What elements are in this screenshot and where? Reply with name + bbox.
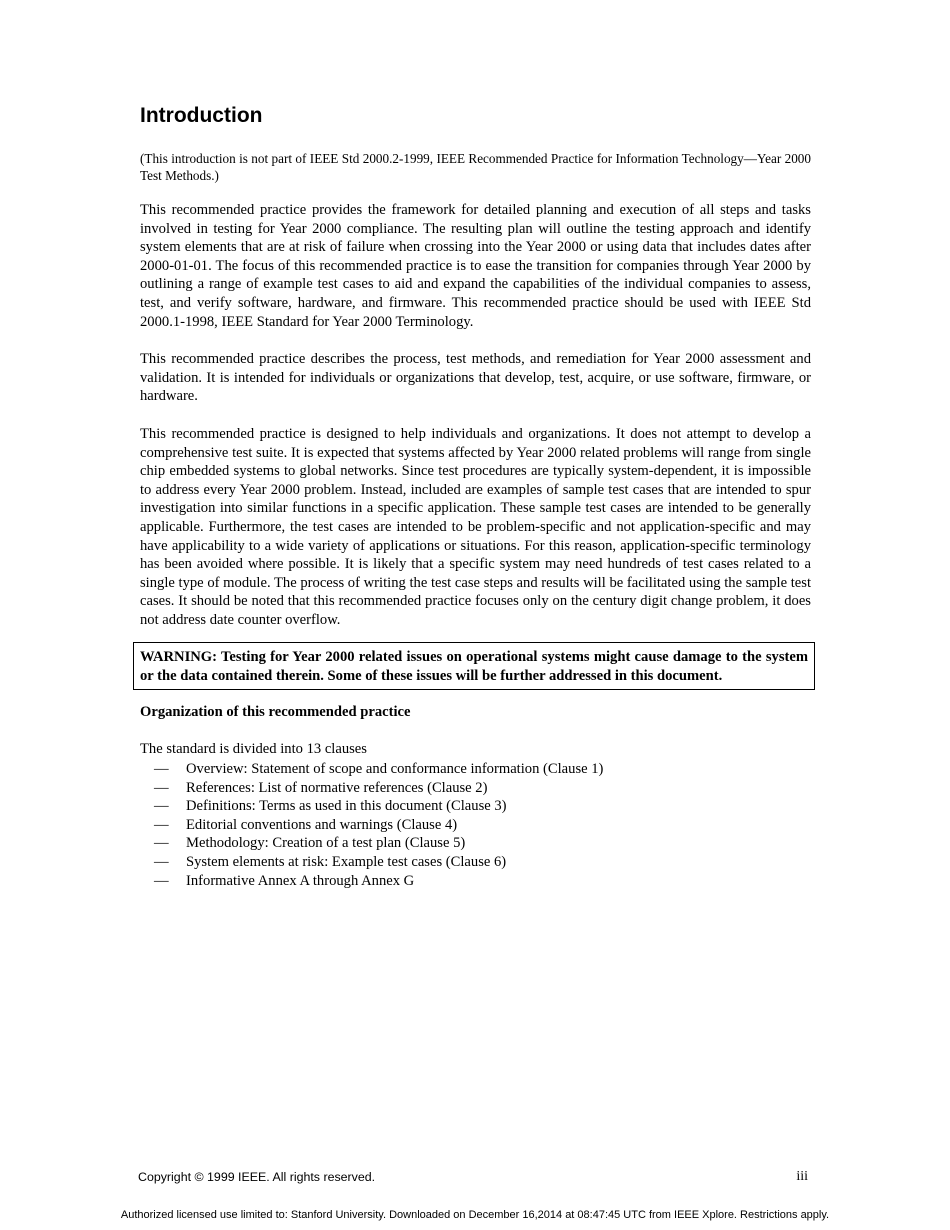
list-item [154, 797, 603, 816]
list-item [154, 853, 603, 872]
list-item [154, 872, 603, 891]
list-item-text: References: List of normative references (Clause 2) [186, 779, 488, 796]
copyright-notice: Copyright © 1999 IEEE. All rights reserved. [138, 1170, 376, 1184]
introduction-note: (This introduction is not part of IEEE Std 2000.2-1999, IEEE Recommended Practice for Information Technology—Year 2000 Test Methods.) [140, 151, 811, 183]
list-item [154, 760, 603, 779]
list-item [154, 779, 603, 798]
license-notice: Authorized licensed use limited to: Stanford University. Downloaded on December 16,2014 at 08:47:45 UTC from IEEE Xplore. Restrictions apply. [120, 1209, 830, 1221]
body-paragraph-2: This recommended practice describes the process, test methods, and remediation for Year 2000 assessment and validation. It is intended for individuals or organizations that develop, test, acquire, or use software, firmware, or hardware. [140, 351, 811, 405]
list-item [154, 834, 603, 853]
page-title: Introduction [140, 104, 263, 127]
list-item-text: System elements at risk: Example test cases (Clause 6) [186, 853, 507, 870]
warning-box: WARNING: Testing for Year 2000 related issues on operational systems might cause damage to the system or the data contained therein. Some of these issues will be further addressed in this document. [133, 642, 815, 690]
clauses-intro: The standard is divided into 13 clauses [140, 741, 367, 757]
clause-list [154, 760, 603, 890]
dash-bullet: — [154, 761, 169, 777]
dash-bullet: — [154, 853, 169, 870]
dash-bullet: — [154, 835, 169, 852]
list-item-text: Definitions: Terms as used in this document (Clause 3) [186, 798, 507, 815]
page-number: iii [796, 1169, 808, 1184]
body-paragraph-3: This recommended practice is designed to help individuals and organizations. It does not attempt to develop a comprehensive test suite. It is expected that systems affected by Year 2000 related problems will range from single chip embedded systems to global networks. Since test procedures are typically system-dependent, it is impossible to address every Year 2000 problem. Instead, included are examples of sample test cases that are intended to spur investigation into similar functions in a specific application. These sample test cases are intended to be generally applicable. Furthermore, the test cases are intended to be problem-specific and not application-specific and may have applicability to a wide variety of applications or situations. For this reason, application-specific terminology has been avoided where possible. It is likely that a specific system may need hundreds of test cases related to a single type of module. The process of writing the test case steps and results will be facilitated using the sample test cases. It should be noted that this recommended practice focuses only on the century digit change problem, it does not address date counter overflow. [140, 426, 811, 628]
list-item [154, 816, 603, 835]
dash-bullet: — [154, 779, 169, 796]
list-item-text: Methodology: Creation of a test plan (Clause 5) [186, 835, 466, 852]
list-item-text: Overview: Statement of scope and conformance information (Clause 1) [186, 761, 604, 777]
dash-bullet: — [154, 816, 169, 833]
list-item-text: Informative Annex A through Annex G [186, 872, 415, 889]
dash-bullet: — [154, 872, 169, 889]
list-item-text: Editorial conventions and warnings (Clause 4) [186, 816, 458, 833]
dash-bullet: — [154, 798, 169, 815]
body-paragraph-1: This recommended practice provides the framework for detailed planning and execution of all steps and tasks involved in testing for Year 2000 compliance. The resulting plan will outline the testing approach and identify system elements that are at risk of failure when crossing into the Year 2000 or using data that includes dates after 2000-01-01. The focus of this recommended practice is to ease the transition for companies through Year 2000 by outlining a range of example test cases to aid and expand the capabilities of the individual companies to assess, test, and verify software, hardware, and firmware. This recommended practice should be used with IEEE Std 2000.1-1998, IEEE Standard for Year 2000 Terminology. [140, 202, 811, 330]
organization-heading: Organization of this recommended practice [140, 704, 411, 720]
